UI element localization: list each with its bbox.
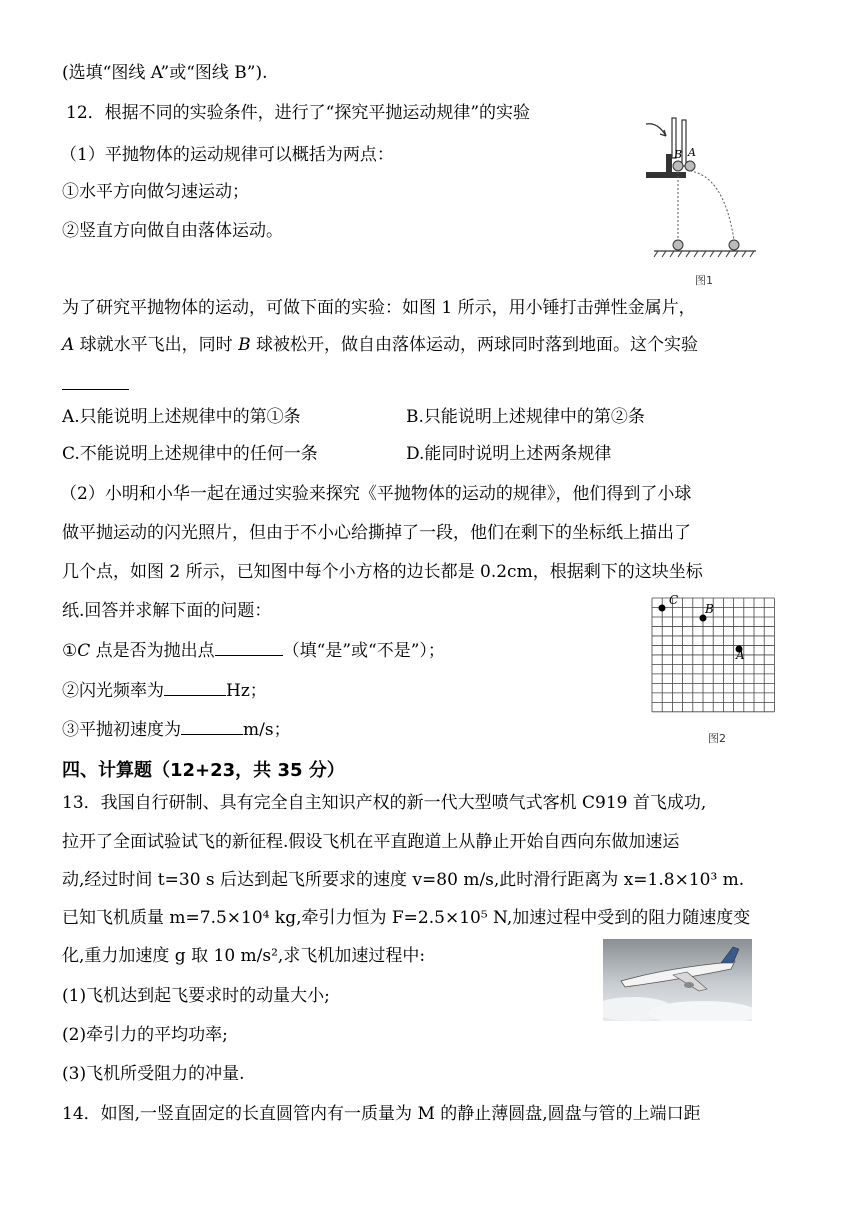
question-13-line-2: 拉开了全面试验试飞的新征程.假设飞机在平直跑道上从静止开始自西向东做加速运 bbox=[62, 832, 680, 852]
fig2-label-a: A bbox=[736, 648, 745, 662]
paragraph-line-5: 纸.回答并求解下面的问题： bbox=[62, 601, 272, 621]
point-c bbox=[659, 605, 666, 612]
answer-blank-s2[interactable] bbox=[164, 677, 226, 696]
rule-1: ①水平方向做匀速运动； bbox=[62, 182, 249, 202]
stand-post bbox=[682, 120, 686, 166]
figure-1-caption: 图1 bbox=[695, 274, 713, 287]
airplane-photo bbox=[603, 939, 752, 1021]
text-run: Hz； bbox=[226, 681, 267, 701]
option-c: C.不能说明上述规律中的任何一条 bbox=[62, 444, 318, 464]
answer-blank-s3[interactable] bbox=[181, 716, 243, 735]
question-12-part2: （2）小明和小华一起在通过实验来探究《平抛物体的运动的规律》，他们得到了小球 bbox=[60, 484, 692, 504]
sub-question-3 bbox=[62, 716, 291, 742]
paragraph-line-3: 做平抛运动的闪光照片，但由于不小心给撕掉了一段，他们在剩下的坐标纸上描出了 bbox=[62, 523, 691, 543]
paragraph-line-2 bbox=[62, 333, 698, 357]
paragraph-line-1: 为了研究平抛物体的运动，可做下面的实验：如图 1 所示，用小锤打击弹性金属片， bbox=[62, 298, 696, 318]
rule-2: ②竖直方向做自由落体运动。 bbox=[62, 221, 283, 241]
figure-2-grid bbox=[648, 593, 783, 721]
ground-hatch bbox=[654, 251, 754, 257]
question-13-line-5: 化,重力加速度 g 取 10 m/s²,求飞机加速过程中: bbox=[62, 946, 426, 966]
question-13-line-4: 已知飞机质量 m=7.5×10⁴ kg,牵引力恒为 F=2.5×10⁵ N,加速过程中受到的阻力随速度变 bbox=[62, 908, 751, 928]
question-12-part1: （1）平抛物体的运动规律可以概括为两点： bbox=[60, 145, 394, 165]
question-13-item-1: (1)飞机达到起飞要求时的动量大小; bbox=[62, 986, 330, 1006]
question-12-stem: 12．根据不同的实验条件，进行了“探究平抛运动规律”的实验 bbox=[66, 103, 531, 123]
option-b: B.只能说明上述规律中的第②条 bbox=[406, 407, 645, 427]
point-c-ref: C bbox=[77, 641, 91, 661]
sub-question-2 bbox=[62, 677, 267, 703]
fig2-label-b: B bbox=[705, 602, 714, 616]
ball-a-landed bbox=[729, 240, 739, 250]
question-13-item-2: (2)牵引力的平均功率; bbox=[62, 1025, 228, 1045]
sub-question-1 bbox=[62, 637, 445, 663]
hammer-arrow bbox=[646, 124, 666, 136]
paragraph-line-4: 几个点，如图 2 所示，已知图中每个小方格的边长都是 0.2cm，根据剩下的这块坐标 bbox=[62, 562, 703, 582]
ball-a-ref: A bbox=[62, 335, 75, 355]
figure-1-apparatus bbox=[636, 116, 766, 264]
text-run: （填“是”或“不是”）； bbox=[282, 641, 445, 661]
fig1-label-a: A bbox=[688, 146, 696, 159]
ball-a bbox=[685, 161, 695, 171]
question-13-line-3: 动,经过时间 t=30 s 后达到起飞所要求的速度 v=80 m/s,此时滑行距离为 x=1.8×10³ m. bbox=[62, 870, 745, 890]
text-run: 球就水平飞出，同时 bbox=[74, 335, 239, 355]
projectile-path bbox=[690, 171, 734, 240]
question-13-line-1: 13．我国自行研制、具有完全自主知识产权的新一代大型喷气式客机 C919 首飞成功, bbox=[62, 793, 707, 813]
figure-2-caption: 图2 bbox=[708, 732, 726, 745]
text-run: 点是否为抛出点 bbox=[90, 641, 215, 661]
text-run: 球被松开，做自由落体运动，两球同时落到地面。这个实验 bbox=[250, 335, 698, 355]
section-heading: 四、计算题（12+23，共 35 分） bbox=[62, 760, 345, 781]
option-d: D.能同时说明上述两条规律 bbox=[406, 444, 612, 464]
text-run: ① bbox=[62, 641, 78, 661]
prev-question-tail: (选填“图线 A”或“图线 B”). bbox=[62, 63, 268, 83]
text-run: ③平抛初速度为 bbox=[62, 720, 181, 740]
fig2-label-c: C bbox=[669, 593, 679, 607]
answer-blank-q12-1[interactable] bbox=[62, 371, 129, 390]
ball-b-ref: B bbox=[238, 335, 251, 355]
fig1-label-b: B bbox=[674, 148, 683, 161]
text-run: m/s； bbox=[243, 720, 291, 740]
answer-blank-s1[interactable] bbox=[215, 637, 283, 656]
question-14-stem: 14．如图,一竖直固定的长直圆管内有一质量为 M 的静止薄圆盘,圆盘与管的上端口距 bbox=[62, 1104, 701, 1124]
question-13-item-3: (3)飞机所受阻力的冲量. bbox=[62, 1064, 245, 1084]
base-plate bbox=[646, 172, 686, 178]
option-a: A.只能说明上述规律中的第①条 bbox=[62, 407, 301, 427]
ball-b bbox=[673, 161, 683, 171]
text-run: ②闪光频率为 bbox=[62, 681, 164, 701]
engine bbox=[684, 982, 694, 988]
ball-b-landed bbox=[673, 240, 683, 250]
